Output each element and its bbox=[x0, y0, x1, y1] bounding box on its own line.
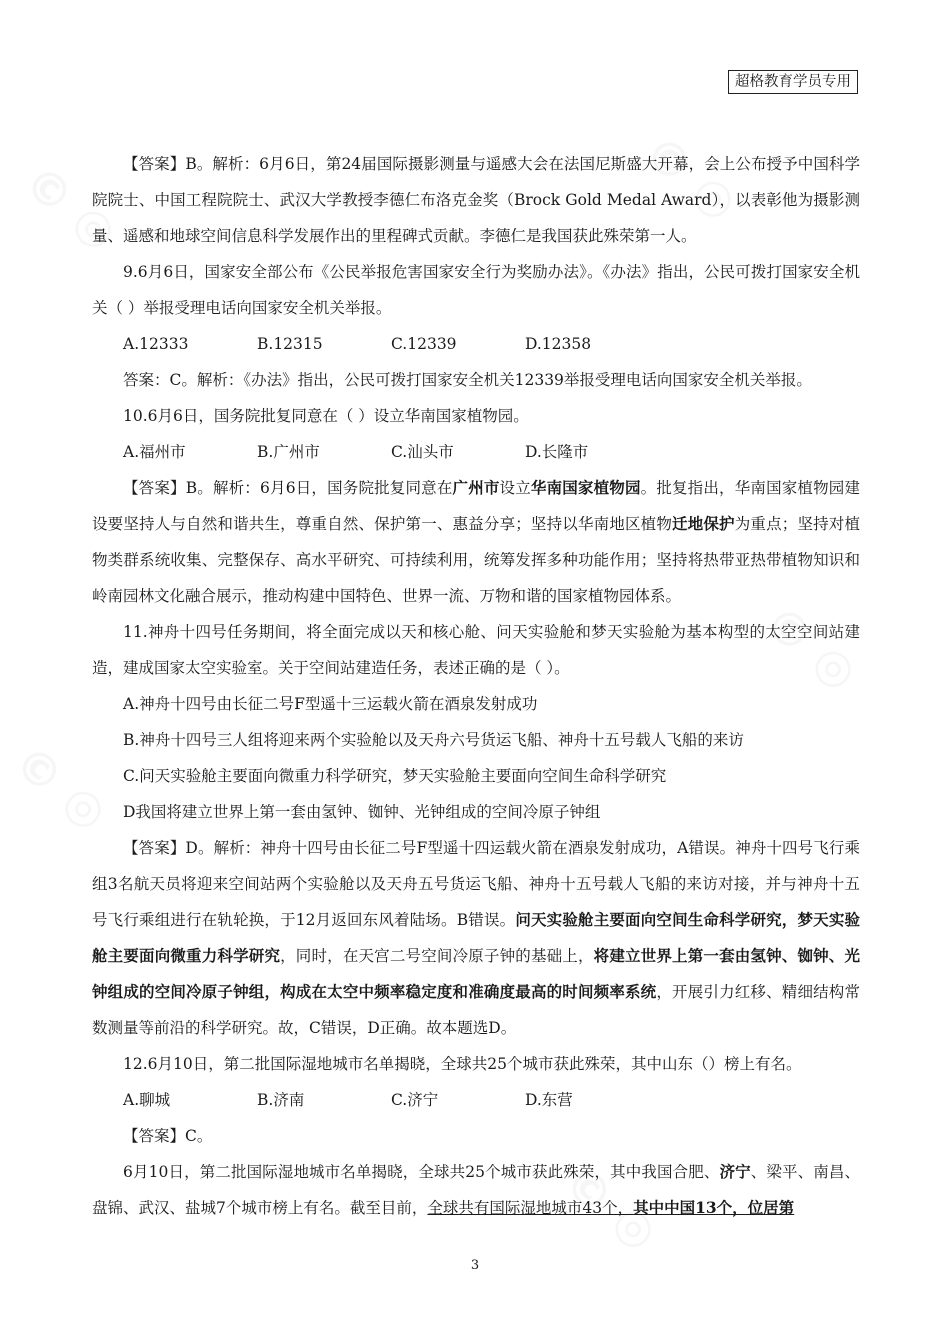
document-body bbox=[92, 146, 860, 1226]
text-run: ，同时，在天宫二号空间冷原子钟的基础上， bbox=[280, 947, 594, 965]
member-badge: 超格教育学员专用 bbox=[728, 70, 858, 94]
text-run: 将建立世界上第一套由氢钟、铷钟、光钟组成的空间冷原子钟组，构成在太空中频率稳定度和准确度最高的时间频率系统 bbox=[92, 946, 860, 1001]
answer-paragraph bbox=[92, 362, 860, 398]
text-run: 9.6月6日，国家安全部公布《公民举报危害国家安全行为奖励办法》。《办法》指出，公民可拨打国家安全机关（ ）举报受理电话向国家安全机关举报。 bbox=[92, 263, 860, 317]
text-run: 迁地保护 bbox=[672, 514, 735, 533]
text-run: 问天实验舱主要面向空间生命科学研究，梦天实验舱主要面向微重力科学研究 bbox=[92, 910, 860, 965]
page-number: 3 bbox=[470, 1258, 480, 1273]
option-item: A.12333 bbox=[123, 335, 189, 353]
option-line bbox=[92, 722, 860, 758]
answer-paragraph bbox=[92, 1154, 860, 1226]
option-line bbox=[92, 686, 860, 722]
option-item: C.济宁 bbox=[391, 1091, 439, 1109]
text-run: 设立 bbox=[499, 479, 531, 497]
text-run: 10.6月6日，国务院批复同意在（ ）设立华南国家植物园。 bbox=[123, 407, 529, 425]
text-run: D我国将建立世界上第一套由氢钟、铷钟、光钟组成的空间冷原子钟组 bbox=[123, 803, 601, 821]
text-run: 其中中国13个，位居第 bbox=[633, 1198, 795, 1217]
text-run: C.问天实验舱主要面向微重力科学研究，梦天实验舱主要面向空间生命科学研究 bbox=[123, 767, 667, 785]
text-run: 、梁平、南昌、盘锦、武汉、盐城7个城市榜上有名。截至目前， bbox=[92, 1163, 860, 1217]
option-item: C.12339 bbox=[391, 335, 457, 353]
option-item: B.济南 bbox=[257, 1091, 305, 1109]
text-run: 。批复指出，华南国家植物园建设要坚持人与自然和谐共生，尊重自然、保护第一、惠益分享；坚持以华南地区植物 bbox=[92, 479, 860, 533]
option-item: A.福州市 bbox=[123, 443, 186, 461]
answer-paragraph bbox=[92, 830, 860, 1046]
text-run: 答案：C。解析：《办法》指出，公民可拨打国家安全机关12339举报受理电话向国家安全机关举报。 bbox=[123, 371, 812, 389]
text-run: 全球共有国际湿地城市43个， bbox=[427, 1199, 634, 1217]
text-run: B.神舟十四号三人组将迎来两个实验舱以及天舟六号货运飞船、神舟十五号载人飞船的来访 bbox=[123, 731, 744, 749]
option-item: C.汕头市 bbox=[391, 443, 454, 461]
text-run: 6月10日，第二批国际湿地城市名单揭晓，全球共25个城市获此殊荣，其中我国合肥、 bbox=[123, 1163, 720, 1181]
question-text bbox=[92, 1046, 860, 1082]
question-text bbox=[92, 254, 860, 326]
text-run: 11.神舟十四号任务期间，将全面完成以天和核心舱、问天实验舱和梦天实验舱为基本构型的太空空间站建造，建成国家太空实验室。关于空间站建造任务，表述正确的是（ ）。 bbox=[92, 623, 860, 677]
text-run: 【答案】B。解析：6月6日，第24届国际摄影测量与遥感大会在法国尼斯盛大开幕，会上公布授予中国科学院院士、中国工程院院士、武汉大学教授李德仁布洛克金奖（Brock Gold Medal Award），以表彰他为摄影测量、遥感和地球空间信息科学发展作出的里程碑式贡献。李德仁是我国获此殊荣第一人。 bbox=[92, 155, 860, 245]
text-run: 12.6月10日，第二批国际湿地城市名单揭晓，全球共25个城市获此殊荣，其中山东（）榜上有名。 bbox=[123, 1055, 802, 1073]
text-run: ，开展引力红移、精细结构常数测量等前沿的科学研究。故，C错误，D正确。故本题选D。 bbox=[92, 983, 860, 1037]
option-row bbox=[92, 1082, 860, 1118]
option-item: B.广州市 bbox=[257, 443, 320, 461]
option-item: D.12358 bbox=[525, 335, 592, 353]
text-run: 【答案】B。解析：6月6日，国务院批复同意在 bbox=[123, 479, 453, 497]
option-line bbox=[92, 794, 860, 830]
answer-paragraph bbox=[92, 146, 860, 254]
question-text bbox=[92, 398, 860, 434]
text-run: 为重点；坚持对植物类群系统收集、完整保存、高水平研究、可持续利用，统筹发挥多种功能作用；坚持将热带亚热带植物知识和岭南园林文化融合展示，推动构建中国特色、世界一流、万物和谐的国家植物园体系。 bbox=[92, 515, 860, 605]
text-run: 【答案】D。解析：神舟十四号由长征二号F型遥十四运载火箭在酒泉发射成功，A错误。神舟十四号飞行乘组3名航天员将迎来空间站两个实验舱以及天舟五号货运飞船、神舟十五号载人飞船的来访对接，并与神舟十五号飞行乘组进行在轨轮换，于12月返回东风着陆场。B错误。 bbox=[92, 839, 860, 929]
question-text bbox=[92, 614, 860, 686]
text-run: 广州市 bbox=[452, 478, 500, 497]
text-run: 华南国家植物园 bbox=[530, 478, 641, 497]
option-row bbox=[92, 326, 860, 362]
option-item: D.东营 bbox=[525, 1091, 573, 1109]
option-item: B.12315 bbox=[257, 335, 323, 353]
option-item: D.长隆市 bbox=[525, 443, 589, 461]
option-line bbox=[92, 758, 860, 794]
text-run: 济宁 bbox=[719, 1162, 751, 1181]
answer-paragraph bbox=[92, 1118, 860, 1154]
option-item: A.聊城 bbox=[123, 1091, 171, 1109]
text-run: A.神舟十四号由长征二号F型遥十三运载火箭在酒泉发射成功 bbox=[123, 695, 538, 713]
answer-paragraph bbox=[92, 470, 860, 614]
text-run: 【答案】C。 bbox=[123, 1127, 213, 1145]
option-row bbox=[92, 434, 860, 470]
